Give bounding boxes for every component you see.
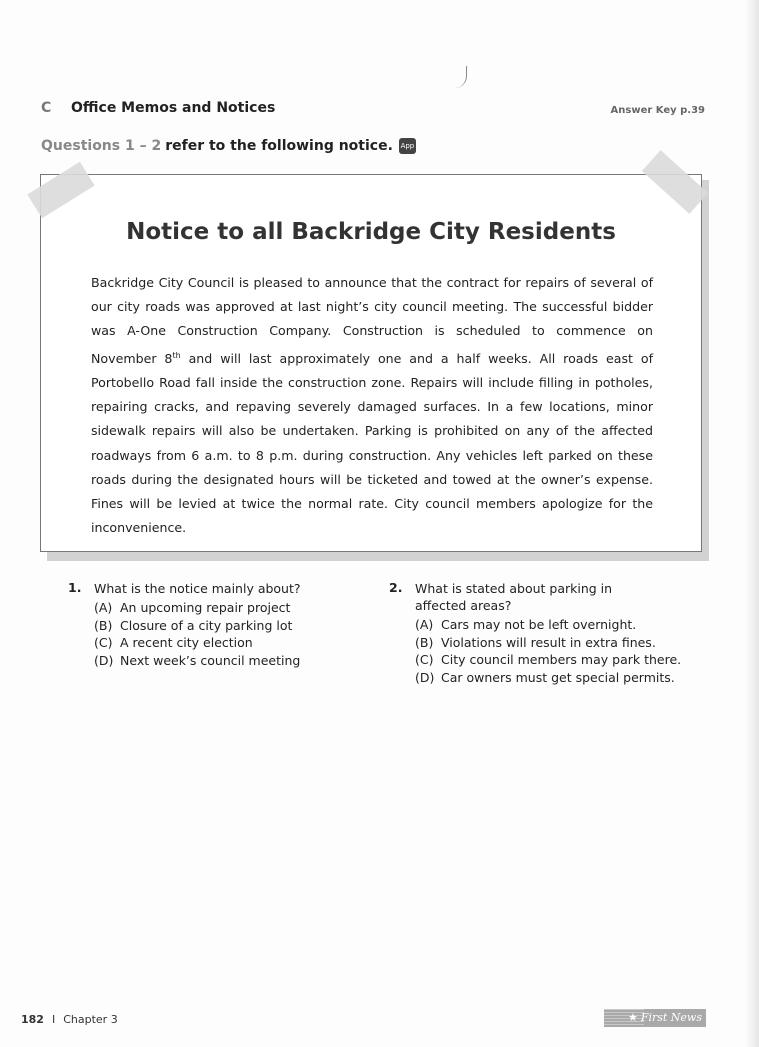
- option-text: Closure of a city parking lot: [120, 617, 293, 633]
- page-number: 182: [21, 1013, 44, 1026]
- option-text: Next week’s council meeting: [120, 652, 301, 668]
- questions-intro-text: refer to the following notice.: [165, 138, 393, 154]
- answer-option[interactable]: [94, 634, 368, 652]
- notice-box: [40, 174, 702, 552]
- pen-mark: [452, 66, 467, 88]
- question-number: 2.: [389, 580, 403, 595]
- star-icon: ★: [627, 1011, 638, 1024]
- question-text: What is stated about parking in affected areas?: [415, 581, 613, 613]
- question-number: 1.: [68, 580, 82, 595]
- question-2: [389, 580, 689, 686]
- footer-separator: I: [51, 1013, 56, 1026]
- option-text: Car owners must get special permits.: [441, 669, 675, 685]
- page-edge-shadow: [745, 0, 759, 1047]
- option-letter: (B): [415, 634, 434, 650]
- answer-option[interactable]: [415, 651, 689, 669]
- answer-key-reference: Answer Key p.39: [610, 105, 705, 116]
- answer-option[interactable]: [94, 617, 368, 635]
- notice-body: [91, 271, 653, 540]
- option-letter: (D): [94, 652, 114, 668]
- option-text: An upcoming repair project: [120, 600, 291, 615]
- questions-range: Questions 1 – 2: [41, 138, 162, 154]
- answer-option[interactable]: [415, 634, 689, 652]
- notice-title: Notice to all Backridge City Residents: [126, 219, 616, 245]
- footer-page-info: [21, 1013, 118, 1026]
- answer-options: [415, 616, 689, 686]
- option-letter: (A): [94, 600, 113, 615]
- notice-body-part-1: Backridge City Council is pleased to announce that the contract for repairs of several of our city roads was approved at last night’s city council meeting. The successful bidder was A-One Construction Company. Construction is scheduled to commence on November 8: [91, 275, 653, 366]
- option-text: Violations will result in extra fines.: [441, 634, 656, 650]
- answer-option[interactable]: [94, 599, 368, 617]
- option-letter: (B): [94, 617, 113, 633]
- answer-option[interactable]: [94, 652, 368, 670]
- question-1: [68, 580, 368, 669]
- ordinal-suffix: th: [172, 350, 181, 360]
- section-letter: C: [41, 100, 52, 116]
- option-text: Cars may not be left overnight.: [441, 617, 637, 632]
- option-letter: (D): [415, 669, 435, 685]
- option-letter: (A): [415, 617, 434, 632]
- chapter-label: Chapter 3: [63, 1013, 118, 1026]
- question-text: What is the notice mainly about?: [94, 581, 301, 596]
- option-text: A recent city election: [120, 635, 253, 650]
- section-title: Office Memos and Notices: [71, 100, 276, 116]
- notice-body-part-2: and will last approximately one and a half weeks. All roads east of Portobello Road fall inside the construction zone. Repairs will include filling in potholes, repairing cracks, and repaving severely damaged surfaces. In a few locations, minor sidewalk repairs will also be undertaken. Parking is prohibited on any of the affected roadways from 6 a.m. to 8 p.m. during construction. Any vehicles left parked on these roads during the designated hours will be ticketed and towed at the owner’s expense. Fines will be levied at twice the normal rate. City council members apologize for the inconvenience.: [91, 350, 653, 536]
- publisher-logo: [604, 1009, 706, 1027]
- answer-options: [94, 599, 368, 669]
- option-text: City council members may park there.: [441, 652, 682, 667]
- app-badge-icon: App: [399, 138, 416, 154]
- option-letter: (C): [415, 652, 434, 667]
- answer-option[interactable]: [415, 669, 689, 687]
- answer-option[interactable]: [415, 616, 689, 634]
- option-letter: (C): [94, 635, 113, 650]
- logo-text: First News: [640, 1011, 702, 1024]
- questions-intro: [41, 138, 416, 154]
